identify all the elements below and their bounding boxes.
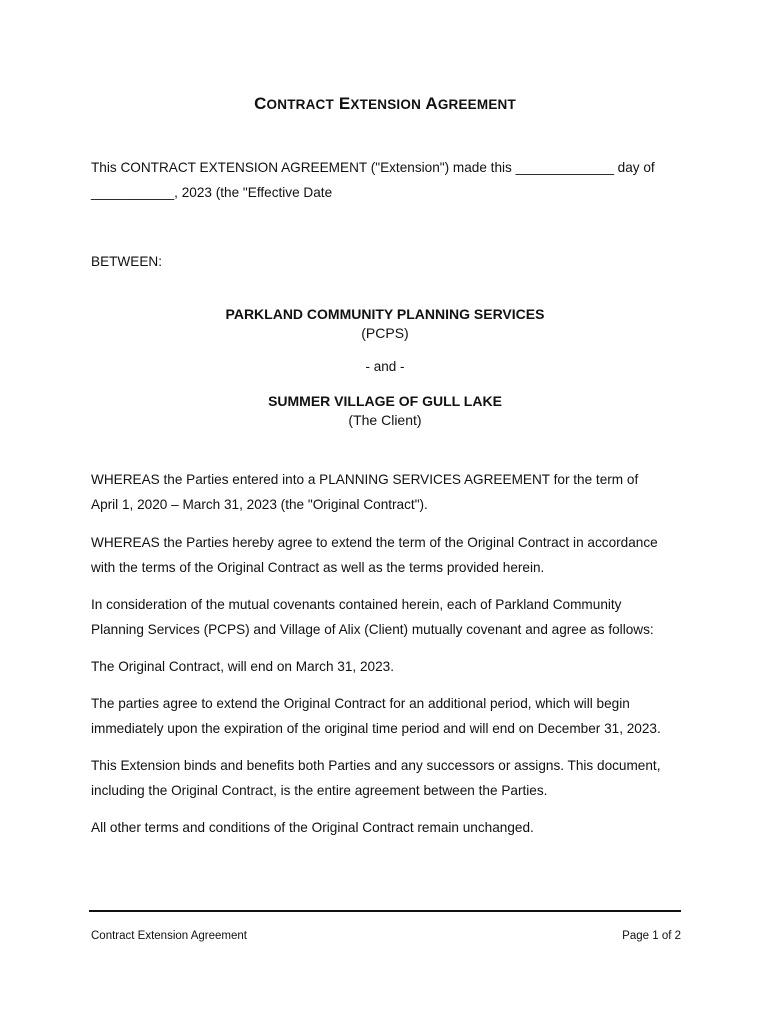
paragraph-line: This Extension binds and benefits both Parties and any successors or assigns. This document, bbox=[91, 758, 661, 773]
paragraph-consideration bbox=[91, 592, 691, 642]
between-label: BETWEEN: bbox=[91, 254, 162, 269]
paragraph-line: April 1, 2020 – March 31, 2023 (the "Original Contract"). bbox=[91, 497, 428, 512]
paragraph-binds bbox=[91, 753, 691, 803]
party-2-block bbox=[0, 392, 770, 430]
document-title bbox=[0, 94, 770, 114]
paragraph-end-date bbox=[91, 654, 691, 679]
party-1-block bbox=[0, 305, 770, 343]
paragraph-line: Planning Services (PCPS) and Village of Alix (Client) mutually covenant and agree as follows: bbox=[91, 622, 654, 637]
party-1-abbr: (PCPS) bbox=[361, 325, 409, 341]
and-separator: - and - bbox=[365, 359, 405, 374]
footer-divider bbox=[89, 910, 681, 912]
intro-line-1: This CONTRACT EXTENSION AGREEMENT ("Extension") made this _____________ day of bbox=[91, 160, 655, 175]
paragraph-extension bbox=[91, 691, 691, 741]
paragraph-line: with the terms of the Original Contract as well as the terms provided herein. bbox=[91, 560, 545, 575]
intro-paragraph bbox=[91, 155, 691, 205]
intro-line-2: ___________, 2023 (the "Effective Date bbox=[91, 185, 333, 200]
paragraph-other-terms bbox=[91, 815, 691, 840]
paragraph-whereas-1 bbox=[91, 467, 691, 517]
paragraph-line: including the Original Contract, is the entire agreement between the Parties. bbox=[91, 783, 548, 798]
title-word-3: AGREEMENT bbox=[425, 94, 516, 113]
title-word-1: CONTRACT bbox=[254, 94, 334, 113]
footer-document-name: Contract Extension Agreement bbox=[91, 930, 247, 942]
paragraph-line: All other terms and conditions of the Original Contract remain unchanged. bbox=[91, 820, 534, 835]
paragraph-whereas-2 bbox=[91, 530, 691, 580]
party-2-name: SUMMER VILLAGE OF GULL LAKE bbox=[268, 393, 502, 409]
paragraph-line: The Original Contract, will end on March 31, 2023. bbox=[91, 659, 394, 674]
paragraph-line: WHEREAS the Parties entered into a PLANNING SERVICES AGREEMENT for the term of bbox=[91, 472, 639, 487]
paragraph-line: WHEREAS the Parties hereby agree to extend the term of the Original Contract in accordance bbox=[91, 535, 658, 550]
paragraph-line: In consideration of the mutual covenants contained herein, each of Parkland Community bbox=[91, 597, 622, 612]
title-word-2: EXTENSION bbox=[338, 94, 422, 113]
paragraph-line: The parties agree to extend the Original Contract for an additional period, which will begin bbox=[91, 696, 630, 711]
party-1-name: PARKLAND COMMUNITY PLANNING SERVICES bbox=[225, 306, 545, 322]
footer-page-number: Page 1 of 2 bbox=[622, 930, 681, 942]
paragraph-line: immediately upon the expiration of the original time period and will end on December 31, 2023. bbox=[91, 721, 661, 736]
party-2-role: (The Client) bbox=[348, 412, 422, 428]
